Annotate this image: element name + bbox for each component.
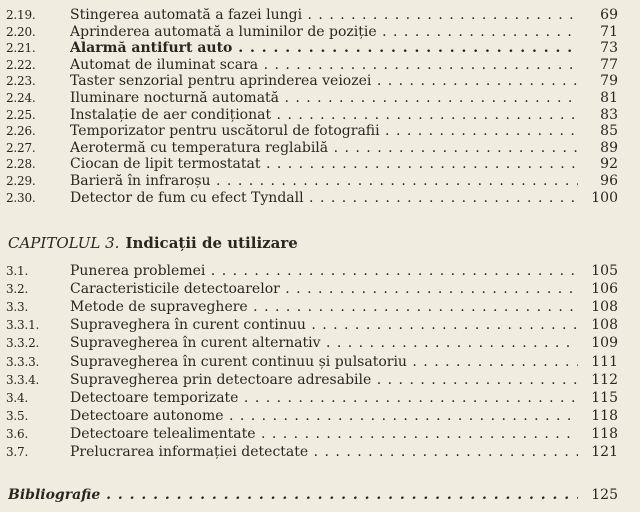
toc-entry-title: Supravegherea în curent continuu și pulsatoriu . . . bbox=[70, 353, 590, 371]
toc-entry-page: 96 bbox=[578, 172, 618, 190]
toc-entry-title: Instalație de aer condiționat . . . bbox=[70, 106, 590, 124]
toc-entry-page: 83 bbox=[578, 106, 618, 124]
toc-entry-title: Caracteristicile detectoarelor . . . bbox=[70, 280, 590, 298]
toc-entry-title: Stingerea automată a fazei lungi . . . bbox=[70, 6, 590, 24]
toc-entry-number: 2.24. bbox=[6, 91, 36, 105]
toc-entry-number: 2.23. bbox=[6, 74, 36, 89]
toc-entry-number: 3.3.1. bbox=[6, 318, 40, 333]
toc-entry bbox=[0, 172, 640, 190]
toc-entry bbox=[0, 407, 640, 425]
toc-entry-page: 118 bbox=[578, 425, 618, 443]
toc-entry-number: 2.19. bbox=[6, 8, 36, 22]
toc-entry bbox=[0, 56, 640, 74]
toc-entry-title: Ciocan de lipit termostatat . . . bbox=[70, 155, 590, 173]
toc-entry-number: 3.3.3. bbox=[6, 354, 40, 369]
toc-entry bbox=[0, 189, 640, 207]
chapter-heading bbox=[8, 233, 298, 253]
toc-entry-title: Taster senzorial pentru aprinderea veiozei . . . bbox=[70, 72, 590, 90]
toc-entry-title: Iluminare nocturnă automată . . . bbox=[70, 89, 590, 107]
toc-entry-number: 2.29. bbox=[6, 174, 36, 188]
toc-entry bbox=[0, 280, 640, 298]
toc-entry-page: 92 bbox=[578, 155, 618, 173]
toc-entry-number: 3.6. bbox=[6, 426, 29, 441]
toc-entry-number: 3.3. bbox=[6, 300, 29, 315]
toc-entry-title: Aprinderea automată a luminilor de poziție . . . bbox=[70, 23, 590, 41]
toc-entry-page: 77 bbox=[578, 56, 618, 74]
toc-entry-page: 118 bbox=[578, 407, 618, 425]
toc-entry bbox=[0, 316, 640, 334]
toc-entry-title: Barieră în infraroșu . . . bbox=[70, 172, 590, 190]
toc-entry bbox=[0, 6, 640, 24]
toc-entry bbox=[0, 72, 640, 90]
toc-entry bbox=[0, 443, 640, 461]
toc-entry bbox=[0, 353, 640, 371]
toc-entry-page: 112 bbox=[578, 371, 618, 389]
toc-entry-number: 3.3.4. bbox=[6, 372, 40, 387]
toc-entry-page: 108 bbox=[578, 316, 618, 334]
toc-entry-title: Detector de fum cu efect Tyndall . . . bbox=[70, 189, 590, 207]
toc-entry-page: 89 bbox=[578, 139, 618, 157]
toc-entry-number: 2.20. bbox=[6, 24, 36, 39]
toc-entry bbox=[0, 371, 640, 389]
toc-entry-number: 2.27. bbox=[6, 140, 36, 155]
toc-entry-page: 115 bbox=[578, 389, 618, 407]
toc-entry bbox=[0, 389, 640, 407]
toc-entry bbox=[0, 106, 640, 124]
toc-entry-title: Temporizator pentru uscătorul de fotografii . . . bbox=[70, 122, 590, 140]
toc-entry bbox=[0, 298, 640, 316]
toc-entry bbox=[0, 334, 640, 352]
toc-entry-number: 3.5. bbox=[6, 408, 29, 423]
toc-entry-title: Detectoare autonome . . . bbox=[70, 407, 590, 425]
chapter-label: CAPITOLUL 3. bbox=[8, 234, 120, 252]
toc-entry-title: Supravegherea în curent alternativ . . . bbox=[70, 334, 590, 352]
toc-entry-page: 73 bbox=[578, 39, 618, 57]
toc-entry-number: 2.22. bbox=[6, 57, 36, 72]
toc-entry-title: Supraveghera în curent continuu . . . bbox=[70, 316, 590, 334]
toc-entry-page: 79 bbox=[578, 72, 618, 90]
toc-entry-title: Detectoare temporizate . . . bbox=[70, 389, 590, 407]
toc-entry-title: Prelucrarea informației detectate . . . bbox=[70, 443, 590, 461]
toc-entry-title: Alarmă antifurt auto . . . bbox=[70, 39, 590, 57]
toc-entry-number: 2.26. bbox=[6, 124, 36, 139]
toc-entry-page: 85 bbox=[578, 122, 618, 140]
toc-entry-title: Metode de supraveghere . . . bbox=[70, 298, 590, 316]
toc-entry-page: 100 bbox=[578, 189, 618, 207]
toc-entry bbox=[0, 155, 640, 173]
bibliography-title: Bibliografie . . . bbox=[8, 486, 590, 504]
toc-entry-title: Detectoare telealimentate . . . bbox=[70, 425, 590, 443]
bibliography-entry bbox=[0, 486, 640, 504]
toc-entry-page: 108 bbox=[578, 298, 618, 316]
toc-entry-number: 3.2. bbox=[6, 282, 29, 297]
toc-entry-title: Aerotermă cu temperatura reglabilă . . . bbox=[70, 139, 590, 157]
toc-entry-page: 109 bbox=[578, 334, 618, 352]
toc-entry-page: 105 bbox=[578, 262, 618, 280]
toc-entry-number: 3.1. bbox=[6, 264, 29, 278]
toc-entry-page: 106 bbox=[578, 280, 618, 298]
toc-entry-number: 2.30. bbox=[6, 190, 36, 205]
toc-entry-page: 111 bbox=[578, 353, 618, 371]
chapter-name: Indicații de utilizare bbox=[125, 234, 298, 252]
bibliography-page: 125 bbox=[578, 486, 618, 504]
toc-entry-title: Automat de iluminat scara . . . bbox=[70, 56, 590, 74]
toc-entry-number: 3.3.2. bbox=[6, 336, 40, 351]
toc-entry bbox=[0, 425, 640, 443]
toc-entry-title: Punerea problemei . . . bbox=[70, 262, 590, 280]
toc-entry-page: 121 bbox=[578, 443, 618, 461]
toc-entry bbox=[0, 122, 640, 140]
toc-entry-number: 2.21. bbox=[6, 41, 36, 56]
toc-entry-number: 3.4. bbox=[6, 390, 29, 405]
toc-entry bbox=[0, 39, 640, 57]
toc-entry-number: 2.28. bbox=[6, 157, 36, 172]
toc-entry-page: 69 bbox=[578, 6, 618, 24]
toc-entry bbox=[0, 89, 640, 107]
toc-entry bbox=[0, 262, 640, 280]
toc-entry-page: 71 bbox=[578, 23, 618, 41]
toc-entry-number: 3.7. bbox=[6, 445, 29, 459]
toc-entry-title: Supravegherea prin detectoare adresabile . . . bbox=[70, 371, 590, 389]
toc-entry bbox=[0, 23, 640, 41]
toc-entry-page: 81 bbox=[578, 89, 618, 107]
toc-entry-number: 2.25. bbox=[6, 107, 36, 122]
toc-entry bbox=[0, 139, 640, 157]
